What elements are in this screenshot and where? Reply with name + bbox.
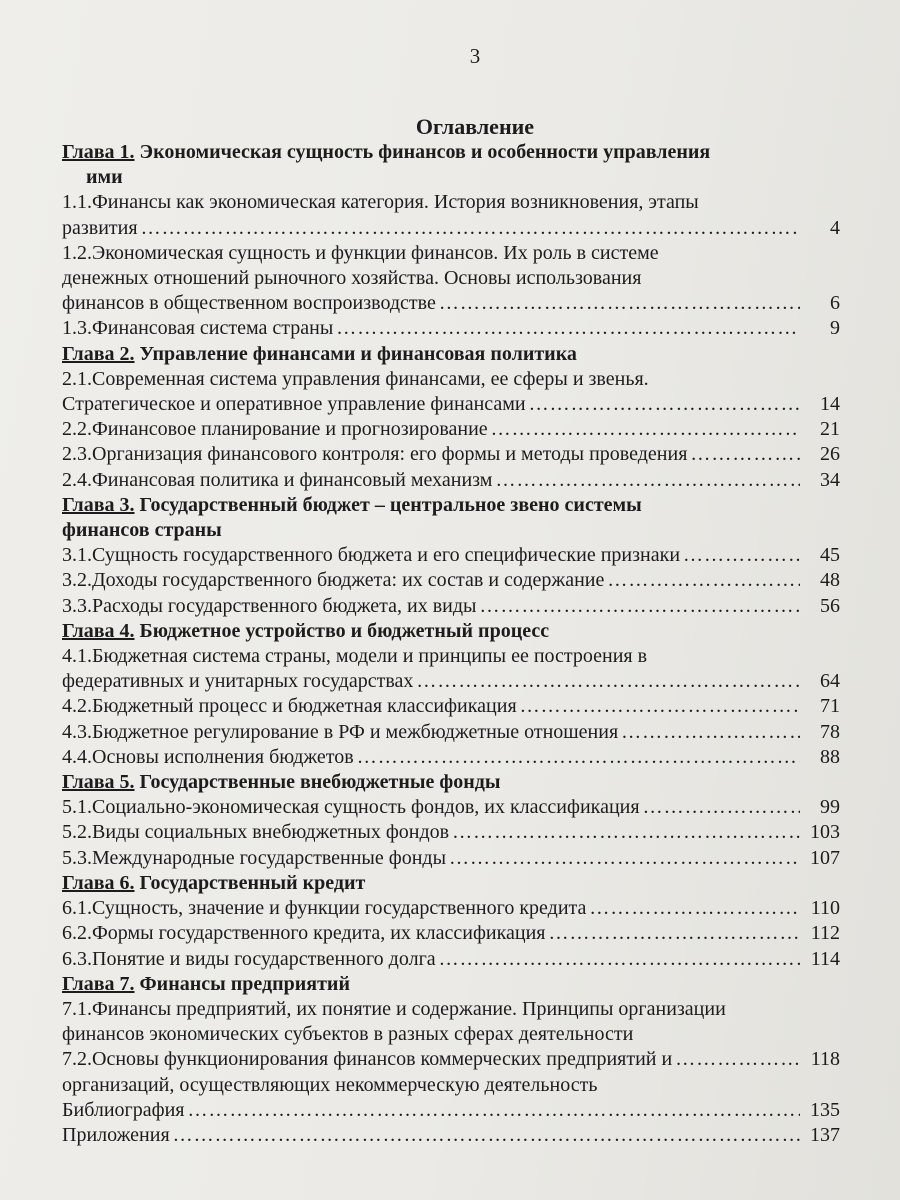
entry-text-line: 7.1.Финансы предприятий, их понятие и содержание. Принципы организации <box>62 997 726 1020</box>
entry-title: 3.2.Доходы государственного бюджета: их состав и содержание <box>62 569 605 592</box>
toc-entry <box>62 316 840 341</box>
toc-entry <box>62 216 840 241</box>
toc-entry <box>62 795 840 820</box>
dot-leader <box>640 795 800 820</box>
chapter-title: Финансы предприятий <box>134 972 350 995</box>
dot-leader <box>517 694 800 719</box>
entry-page-number: 9 <box>830 317 840 340</box>
dot-leader <box>672 1047 800 1072</box>
toc-entry <box>62 846 840 871</box>
toc-entry <box>62 568 840 593</box>
entry-title: Стратегическое и оперативное управление финансами <box>62 393 526 416</box>
entry-page-number: 26 <box>820 443 840 466</box>
entry-page-number: 112 <box>810 922 840 945</box>
dot-leader <box>680 543 800 568</box>
dot-leader <box>492 468 800 493</box>
entry-text-line: денежных отношений рыночного хозяйства. Основы использования <box>62 267 642 290</box>
entry-page-number: 103 <box>810 821 840 844</box>
toc-entry <box>62 543 840 568</box>
toc-entry <box>62 720 840 745</box>
page-number: 3 <box>469 44 481 68</box>
dot-leader <box>488 417 800 442</box>
chapter-title: Бюджетное устройство и бюджетный процесс <box>134 619 550 642</box>
chapter-heading <box>62 770 840 795</box>
entry-page-number: 14 <box>820 393 840 416</box>
entry-title: 4.4.Основы исполнения бюджетов <box>62 745 354 768</box>
entry-title: 2.2.Финансовое планирование и прогнозирование <box>62 418 488 441</box>
entry-title: федеративных и унитарных государствах <box>62 670 414 693</box>
entry-title: развития <box>62 216 138 239</box>
entry-page-number: 21 <box>820 418 840 441</box>
entry-title: 7.2.Основы функционирования финансов коммерческих предприятий и <box>62 1048 673 1071</box>
dot-leader <box>170 1123 800 1148</box>
chapter-title-continued: ими <box>86 166 123 189</box>
chapter-label: Глава 4. <box>62 619 135 642</box>
entry-title: Библиография <box>62 1098 185 1121</box>
entry-text-line: 1.2.Экономическая сущность и функции финансов. Их роль в системе <box>62 241 659 264</box>
chapter-label: Глава 2. <box>62 342 135 365</box>
toc-title: Оглавление <box>415 114 535 139</box>
entry-page-number: 135 <box>810 1098 840 1121</box>
entry-title: 5.1.Социально-экономическая сущность фондов, их классификация <box>62 796 640 819</box>
table-of-contents <box>62 140 840 1148</box>
chapter-heading <box>62 619 840 644</box>
chapter-title: Государственные внебюджетные фонды <box>134 771 501 794</box>
entry-title: 4.2.Бюджетный процесс и бюджетная классификация <box>62 695 517 718</box>
chapter-heading <box>62 972 840 997</box>
toc-entry <box>62 896 840 921</box>
entry-title: 5.2.Виды социальных внебюджетных фондов <box>62 821 450 844</box>
entry-page-number: 114 <box>810 947 840 970</box>
chapter-label: Глава 3. <box>62 493 135 516</box>
chapter-heading <box>62 871 840 896</box>
toc-entry <box>62 947 840 972</box>
entry-title: 6.1.Сущность, значение и функции государственного кредита <box>62 897 587 920</box>
chapter-heading <box>62 493 840 518</box>
dot-leader <box>687 442 800 467</box>
dot-leader <box>436 947 800 972</box>
toc-entry <box>62 745 840 770</box>
toc-entry <box>62 669 840 694</box>
entry-title: Приложения <box>62 1123 170 1146</box>
toc-entry <box>62 417 840 442</box>
chapter-title: Управление финансами и финансовая политика <box>134 342 577 365</box>
dot-leader <box>333 316 800 341</box>
chapter-heading <box>62 140 840 165</box>
entry-page-number: 71 <box>820 695 840 718</box>
toc-entry <box>62 1123 840 1148</box>
chapter-label: Глава 7. <box>62 972 135 995</box>
entry-title: 2.4.Финансовая политика и финансовый механизм <box>62 468 493 491</box>
dot-leader <box>449 820 800 845</box>
toc-entry <box>62 921 840 946</box>
toc-entry <box>62 594 840 619</box>
dot-leader <box>413 669 800 694</box>
toc-entry <box>62 468 840 493</box>
entry-page-number: 137 <box>810 1123 840 1146</box>
entry-page-number: 78 <box>820 720 840 743</box>
entry-title: 2.3.Организация финансового контроля: его формы и методы проведения <box>62 443 688 466</box>
toc-entry <box>62 291 840 316</box>
entry-title: 6.2.Формы государственного кредита, их классификация <box>62 922 546 945</box>
dot-leader <box>604 568 800 593</box>
dot-leader <box>476 594 800 619</box>
toc-entry <box>62 1047 840 1072</box>
entry-page-number: 34 <box>820 468 840 491</box>
dot-leader <box>586 896 800 921</box>
chapter-title: Экономическая сущность финансов и особенности управления <box>134 141 711 163</box>
entry-page-number: 110 <box>810 897 840 920</box>
entry-text-line: 2.1.Современная система управления финансами, ее сферы и звенья. <box>62 367 649 390</box>
entry-page-number: 118 <box>810 1048 840 1071</box>
dot-leader <box>526 392 800 417</box>
entry-page-number: 6 <box>830 292 840 315</box>
entry-page-number: 107 <box>810 846 840 869</box>
entry-text-line: 1.1.Финансы как экономическая категория. История возникновения, этапы <box>62 191 699 214</box>
toc-entry <box>62 442 840 467</box>
chapter-label: Глава 5. <box>62 771 135 794</box>
entry-page-number: 4 <box>830 216 840 239</box>
dot-leader <box>436 291 800 316</box>
entry-title: финансов в общественном воспроизводстве <box>62 292 436 315</box>
entry-title: 4.3.Бюджетное регулирование в РФ и межбюджетные отношения <box>62 720 619 743</box>
dot-leader <box>138 216 800 241</box>
chapter-label: Глава 6. <box>62 871 135 894</box>
dot-leader <box>354 745 800 770</box>
chapter-label: Глава 1. <box>62 141 135 163</box>
entry-text-line: организаций, осуществляющих некоммерческую деятельность <box>62 1073 598 1096</box>
toc-entry <box>62 1098 840 1123</box>
toc-entry <box>62 694 840 719</box>
entry-text-line: 4.1.Бюджетная система страны, модели и принципы ее построения в <box>62 645 648 668</box>
entry-title: 3.1.Сущность государственного бюджета и его специфические признаки <box>62 544 681 567</box>
entry-title: 6.3.Понятие и виды государственного долга <box>62 947 436 970</box>
entry-page-number: 48 <box>820 569 840 592</box>
entry-page-number: 88 <box>820 745 840 768</box>
dot-leader <box>185 1098 801 1123</box>
entry-text-line: финансов экономических субъектов в разных сферах деятельности <box>62 1023 634 1046</box>
entry-page-number: 56 <box>820 594 840 617</box>
entry-title: 1.3.Финансовая система страны <box>62 317 334 340</box>
chapter-title-continued: финансов страны <box>62 519 222 542</box>
toc-entry <box>62 392 840 417</box>
dot-leader <box>618 720 800 745</box>
chapter-heading <box>62 342 840 367</box>
dot-leader <box>546 921 801 946</box>
entry-page-number: 45 <box>820 544 840 567</box>
chapter-title: Государственный кредит <box>134 871 366 894</box>
entry-title: 3.3.Расходы государственного бюджета, их виды <box>62 594 477 617</box>
entry-page-number: 99 <box>820 796 840 819</box>
chapter-title: Государственный бюджет – центральное звено системы <box>134 493 642 516</box>
toc-entry <box>62 820 840 845</box>
entry-page-number: 64 <box>820 670 840 693</box>
dot-leader <box>446 846 800 871</box>
entry-title: 5.3.Международные государственные фонды <box>62 846 447 869</box>
